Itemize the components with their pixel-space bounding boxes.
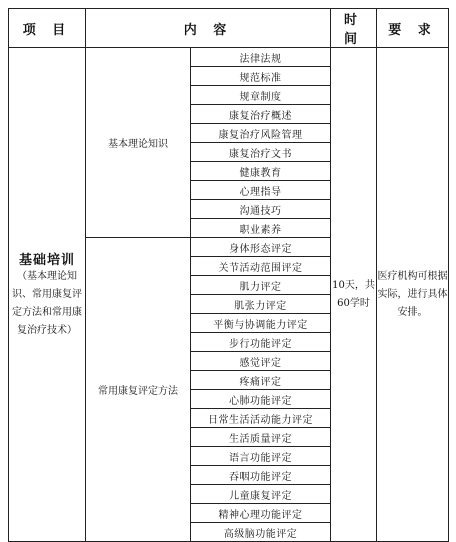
content-item: 高级脑功能评定 (191, 523, 331, 542)
content-item: 康复治疗文书 (191, 143, 331, 162)
time-cell (331, 48, 377, 542)
requirement-cell (377, 48, 449, 542)
project-cell (9, 48, 86, 542)
category-cell: 常用康复评定方法 (86, 238, 191, 542)
header-row (9, 9, 449, 48)
content-item: 吞咽功能评定 (191, 466, 331, 485)
content-item: 职业素养 (191, 219, 331, 238)
training-plan-page (8, 8, 448, 542)
content-item: 健康教育 (191, 162, 331, 181)
requirement-text: 医疗机构可根据实际，进行具体安排。 (377, 270, 448, 318)
header-requirement: 要 求 (377, 9, 449, 48)
content-item: 关节活动范围评定 (191, 257, 331, 276)
table-row (9, 48, 449, 67)
content-item: 肌力评定 (191, 276, 331, 295)
time-text: 10天，共60学时 (332, 279, 375, 309)
header-time: 时 间 (331, 9, 377, 48)
content-item: 康复治疗概述 (191, 105, 331, 124)
header-project: 项 目 (9, 9, 86, 48)
content-item: 沟通技巧 (191, 200, 331, 219)
project-note: （基本理论知识、常用康复评定方法和常用康复治疗技术） (12, 271, 82, 336)
content-item: 规章制度 (191, 86, 331, 105)
content-item: 身体形态评定 (191, 238, 331, 257)
category-cell: 基本理论知识 (86, 48, 191, 238)
content-item: 生活质量评定 (191, 428, 331, 447)
training-plan-body (9, 48, 449, 542)
content-item: 疼痛评定 (191, 371, 331, 390)
content-item: 法律法规 (191, 48, 331, 67)
project-title: 基础培训 (18, 253, 75, 268)
content-item: 平衡与协调能力评定 (191, 314, 331, 333)
training-plan-table (8, 8, 449, 542)
content-item: 语言功能评定 (191, 447, 331, 466)
content-item: 日常生活活动能力评定 (191, 409, 331, 428)
content-item: 儿童康复评定 (191, 485, 331, 504)
content-item: 感觉评定 (191, 352, 331, 371)
content-item: 心理指导 (191, 181, 331, 200)
content-item: 肌张力评定 (191, 295, 331, 314)
content-item: 心肺功能评定 (191, 390, 331, 409)
header-content: 内 容 (86, 9, 331, 48)
content-item: 精神心理功能评定 (191, 504, 331, 523)
content-item: 步行功能评定 (191, 333, 331, 352)
content-item: 康复治疗风险管理 (191, 124, 331, 143)
content-item: 规范标准 (191, 67, 331, 86)
